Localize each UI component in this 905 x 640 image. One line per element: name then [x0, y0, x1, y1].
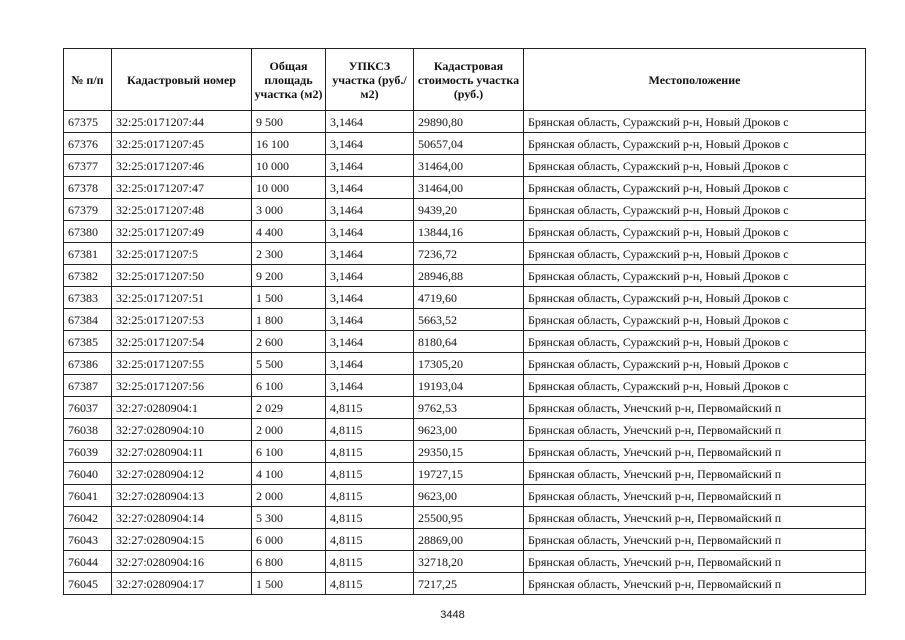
cell-number: 76041: [64, 485, 112, 507]
table-row: [64, 221, 866, 243]
cell-cadastral-number: 32:25:0171207:55: [112, 353, 252, 375]
cell-cadastral-number: 32:25:0171207:49: [112, 221, 252, 243]
cell-area: 5 500: [252, 353, 326, 375]
cell-number: 67381: [64, 243, 112, 265]
table-row: [64, 485, 866, 507]
table-row: [64, 155, 866, 177]
cell-area: 2 600: [252, 331, 326, 353]
cell-cadastral-cost: 31464,00: [414, 155, 524, 177]
table-row: [64, 133, 866, 155]
table-row: [64, 375, 866, 397]
cell-location: Брянская область, Суражский р-н, Новый Дроков с: [524, 111, 866, 133]
cell-area: 1 800: [252, 309, 326, 331]
cell-cadastral-cost: 19727,15: [414, 463, 524, 485]
cell-cadastral-number: 32:27:0280904:15: [112, 529, 252, 551]
cell-area: 1 500: [252, 287, 326, 309]
cell-cadastral-cost: 13844,16: [414, 221, 524, 243]
cell-area: 10 000: [252, 177, 326, 199]
cell-number: 67385: [64, 331, 112, 353]
table-row: [64, 551, 866, 573]
cell-location: Брянская область, Суражский р-н, Новый Дроков с: [524, 221, 866, 243]
cell-location: Брянская область, Суражский р-н, Новый Дроков с: [524, 287, 866, 309]
cell-location: Брянская область, Унечский р-н, Первомайский п: [524, 507, 866, 529]
cell-cadastral-number: 32:27:0280904:11: [112, 441, 252, 463]
cell-cadastral-cost: 5663,52: [414, 309, 524, 331]
table-row: [64, 397, 866, 419]
cell-cadastral-cost: 29350,15: [414, 441, 524, 463]
table-row: [64, 199, 866, 221]
cell-location: Брянская область, Суражский р-н, Новый Дроков с: [524, 133, 866, 155]
cell-cadastral-cost: 25500,95: [414, 507, 524, 529]
header-location: Местоположение: [524, 49, 866, 111]
cell-area: 2 000: [252, 419, 326, 441]
cell-cadastral-number: 32:27:0280904:1: [112, 397, 252, 419]
cell-cadastral-number: 32:27:0280904:12: [112, 463, 252, 485]
cell-number: 67377: [64, 155, 112, 177]
cell-upksz: 4,8115: [326, 441, 414, 463]
table-row: [64, 331, 866, 353]
cell-location: Брянская область, Суражский р-н, Новый Дроков с: [524, 309, 866, 331]
cell-number: 67376: [64, 133, 112, 155]
cell-area: 4 100: [252, 463, 326, 485]
cell-cadastral-number: 32:27:0280904:17: [112, 573, 252, 595]
table-body: [64, 111, 866, 595]
cell-location: Брянская область, Суражский р-н, Новый Дроков с: [524, 331, 866, 353]
table-row: [64, 353, 866, 375]
cell-number: 67382: [64, 265, 112, 287]
cell-number: 76038: [64, 419, 112, 441]
cell-upksz: 4,8115: [326, 529, 414, 551]
cell-upksz: 3,1464: [326, 155, 414, 177]
cell-cadastral-number: 32:25:0171207:44: [112, 111, 252, 133]
cell-number: 67383: [64, 287, 112, 309]
cell-number: 67386: [64, 353, 112, 375]
cell-cadastral-cost: 31464,00: [414, 177, 524, 199]
cell-number: 76042: [64, 507, 112, 529]
cell-cadastral-cost: 19193,04: [414, 375, 524, 397]
header-cadastral-cost: Кадастровая стоимость участка (руб.): [414, 49, 524, 111]
table-row: [64, 309, 866, 331]
cell-cadastral-number: 32:25:0171207:51: [112, 287, 252, 309]
cell-location: Брянская область, Унечский р-н, Первомайский п: [524, 573, 866, 595]
table-row: [64, 573, 866, 595]
cell-number: 76043: [64, 529, 112, 551]
cell-area: 6 100: [252, 441, 326, 463]
cell-number: 67380: [64, 221, 112, 243]
cell-location: Брянская область, Унечский р-н, Первомайский п: [524, 419, 866, 441]
cell-number: 76040: [64, 463, 112, 485]
cell-cadastral-cost: 7236,72: [414, 243, 524, 265]
cell-area: 1 500: [252, 573, 326, 595]
cell-upksz: 3,1464: [326, 177, 414, 199]
cell-area: 2 029: [252, 397, 326, 419]
cell-cadastral-cost: 29890,80: [414, 111, 524, 133]
cell-cadastral-number: 32:25:0171207:46: [112, 155, 252, 177]
cell-cadastral-number: 32:25:0171207:50: [112, 265, 252, 287]
cell-location: Брянская область, Суражский р-н, Новый Дроков с: [524, 353, 866, 375]
cell-area: 3 000: [252, 199, 326, 221]
cell-location: Брянская область, Унечский р-н, Первомайский п: [524, 551, 866, 573]
cell-cadastral-number: 32:25:0171207:56: [112, 375, 252, 397]
cell-upksz: 4,8115: [326, 485, 414, 507]
cell-number: 67378: [64, 177, 112, 199]
cell-location: Брянская область, Унечский р-н, Первомайский п: [524, 441, 866, 463]
cell-upksz: 3,1464: [326, 287, 414, 309]
table-row: [64, 265, 866, 287]
cell-area: 6 000: [252, 529, 326, 551]
table-row: [64, 441, 866, 463]
cell-cadastral-cost: 9762,53: [414, 397, 524, 419]
cell-upksz: 3,1464: [326, 221, 414, 243]
cell-area: 2 300: [252, 243, 326, 265]
cell-area: 6 800: [252, 551, 326, 573]
cell-cadastral-cost: 50657,04: [414, 133, 524, 155]
cell-location: Брянская область, Суражский р-н, Новый Дроков с: [524, 375, 866, 397]
header-cadastral-number: Кадастровый номер: [112, 49, 252, 111]
cell-upksz: 3,1464: [326, 375, 414, 397]
table-row: [64, 507, 866, 529]
cell-location: Брянская область, Унечский р-н, Первомайский п: [524, 397, 866, 419]
cell-number: 67375: [64, 111, 112, 133]
cell-cadastral-cost: 8180,64: [414, 331, 524, 353]
cell-number: 76037: [64, 397, 112, 419]
header-upksz: УПКСЗ участка (руб./м2): [326, 49, 414, 111]
cell-upksz: 3,1464: [326, 111, 414, 133]
page-number: 3448: [440, 609, 465, 621]
cell-upksz: 3,1464: [326, 265, 414, 287]
cell-cadastral-number: 32:25:0171207:47: [112, 177, 252, 199]
table-row: [64, 463, 866, 485]
cell-area: 10 000: [252, 155, 326, 177]
table-row: [64, 529, 866, 551]
cell-number: 67379: [64, 199, 112, 221]
cell-cadastral-cost: 32718,20: [414, 551, 524, 573]
cadastral-table-container: [63, 48, 865, 595]
cell-cadastral-number: 32:25:0171207:45: [112, 133, 252, 155]
cell-number: 67384: [64, 309, 112, 331]
cell-location: Брянская область, Унечский р-н, Первомайский п: [524, 529, 866, 551]
cell-number: 76044: [64, 551, 112, 573]
cell-area: 9 500: [252, 111, 326, 133]
cell-area: 4 400: [252, 221, 326, 243]
cell-cadastral-cost: 9623,00: [414, 485, 524, 507]
cell-location: Брянская область, Суражский р-н, Новый Дроков с: [524, 199, 866, 221]
table-row: [64, 287, 866, 309]
header-number: № п/п: [64, 49, 112, 111]
cell-number: 76039: [64, 441, 112, 463]
table-row: [64, 111, 866, 133]
cell-cadastral-cost: 28869,00: [414, 529, 524, 551]
cell-area: 6 100: [252, 375, 326, 397]
cell-cadastral-cost: 17305,20: [414, 353, 524, 375]
cell-cadastral-cost: 7217,25: [414, 573, 524, 595]
table-header-row: [64, 49, 866, 111]
cell-upksz: 4,8115: [326, 397, 414, 419]
cell-upksz: 3,1464: [326, 133, 414, 155]
cell-upksz: 4,8115: [326, 463, 414, 485]
cell-area: 5 300: [252, 507, 326, 529]
cell-cadastral-number: 32:27:0280904:13: [112, 485, 252, 507]
cell-upksz: 3,1464: [326, 309, 414, 331]
cell-location: Брянская область, Унечский р-н, Первомайский п: [524, 463, 866, 485]
cell-upksz: 4,8115: [326, 507, 414, 529]
cell-location: Брянская область, Суражский р-н, Новый Дроков с: [524, 265, 866, 287]
cell-cadastral-number: 32:25:0171207:48: [112, 199, 252, 221]
cell-number: 76045: [64, 573, 112, 595]
cell-upksz: 3,1464: [326, 353, 414, 375]
cadastral-table: [63, 48, 866, 595]
cell-upksz: 3,1464: [326, 331, 414, 353]
cell-upksz: 4,8115: [326, 573, 414, 595]
cell-cadastral-cost: 4719,60: [414, 287, 524, 309]
cell-upksz: 4,8115: [326, 419, 414, 441]
cell-location: Брянская область, Суражский р-н, Новый Дроков с: [524, 177, 866, 199]
cell-location: Брянская область, Суражский р-н, Новый Дроков с: [524, 155, 866, 177]
table-row: [64, 177, 866, 199]
header-area: Общая площадь участка (м2): [252, 49, 326, 111]
table-row: [64, 243, 866, 265]
cell-area: 9 200: [252, 265, 326, 287]
table-row: [64, 419, 866, 441]
cell-cadastral-number: 32:27:0280904:14: [112, 507, 252, 529]
cell-area: 16 100: [252, 133, 326, 155]
cell-upksz: 4,8115: [326, 551, 414, 573]
cell-cadastral-number: 32:25:0171207:54: [112, 331, 252, 353]
cell-location: Брянская область, Суражский р-н, Новый Дроков с: [524, 243, 866, 265]
cell-upksz: 3,1464: [326, 243, 414, 265]
cell-cadastral-cost: 28946,88: [414, 265, 524, 287]
cell-cadastral-number: 32:25:0171207:53: [112, 309, 252, 331]
cell-cadastral-number: 32:27:0280904:10: [112, 419, 252, 441]
cell-upksz: 3,1464: [326, 199, 414, 221]
cell-cadastral-cost: 9623,00: [414, 419, 524, 441]
cell-area: 2 000: [252, 485, 326, 507]
cell-location: Брянская область, Унечский р-н, Первомайский п: [524, 485, 866, 507]
cell-number: 67387: [64, 375, 112, 397]
cell-cadastral-cost: 9439,20: [414, 199, 524, 221]
cell-cadastral-number: 32:25:0171207:5: [112, 243, 252, 265]
cell-cadastral-number: 32:27:0280904:16: [112, 551, 252, 573]
